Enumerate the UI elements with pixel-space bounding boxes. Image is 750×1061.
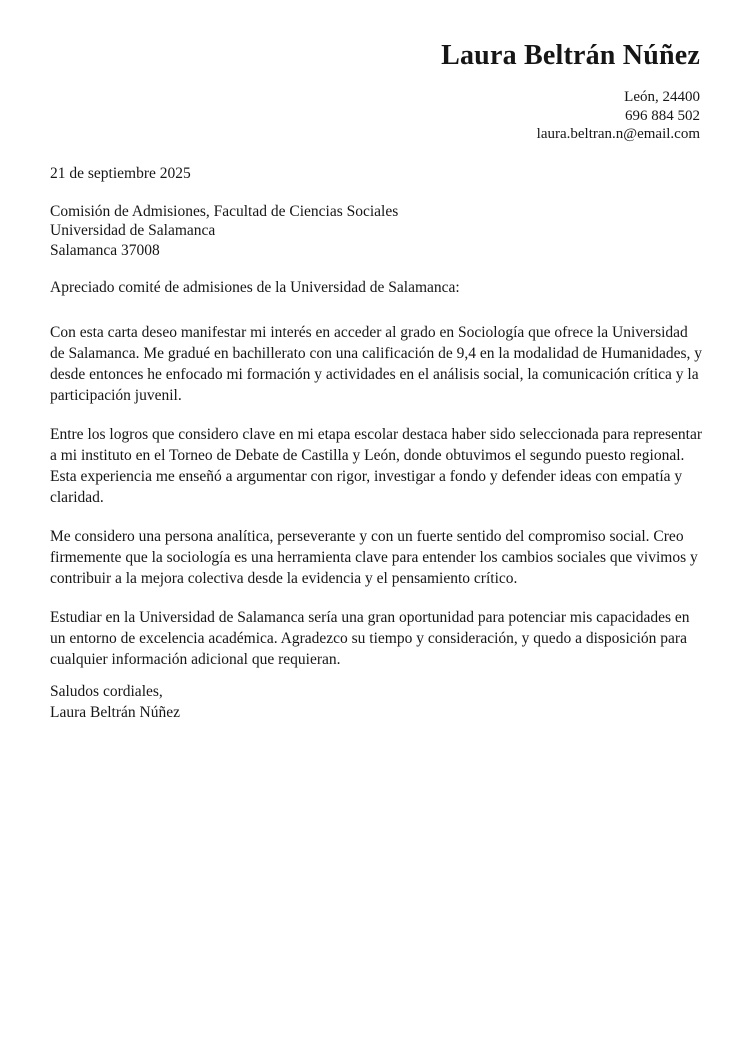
closing-block: [50, 682, 700, 723]
sender-phone: 696 884 502: [625, 107, 700, 124]
sender-email: laura.beltran.n@email.com: [536, 126, 700, 142]
paragraph-final-appeal: Estudiar en la Universidad de Salamanca sería una gran oportunidad para potenciar mis capacidades en un entorno de excelencia académica. Agradezco su tiempo y consideración, y quedo a disposición para cualquier información adicional que requieran.: [50, 609, 690, 668]
sender-location: León, 24400: [624, 89, 700, 105]
sender-name: Laura Beltrán Núñez: [441, 40, 700, 71]
letter-header: [50, 40, 700, 144]
recipient-block: [50, 202, 700, 261]
signature-name: Laura Beltrán Núñez: [50, 703, 180, 721]
recipient-committee: Comisión de Admisiones, Facultad de Ciencias Sociales: [50, 202, 399, 220]
closing-salutation: Saludos cordiales,: [50, 683, 163, 700]
sender-contact-block: [50, 88, 700, 144]
salutation: Apreciado comité de admisiones de la Universidad de Salamanca:: [50, 279, 460, 296]
recipient-university: Universidad de Salamanca: [50, 222, 216, 239]
recipient-city: Salamanca 37008: [50, 241, 160, 259]
letter-date: 21 de septiembre 2025: [50, 164, 191, 182]
paragraph-achievements: Entre los logros que considero clave en mi etapa escolar destaca haber sido seleccionada para representar a mi instituto en el Torneo de Debate de Castilla y León, donde obtuvimos el segundo puesto regional. Esta experiencia me enseñó a argumentar con rigor, investigar a fondo y defender ideas con empatía y claridad.: [50, 426, 702, 506]
paragraph-personal-qualities: Me considero una persona analítica, perseverante y con un fuerte sentido del compromiso social. Creo firmemente que la sociología es una herramienta clave para entender los cambios sociales que vivimos y contribuir a la mejora colectiva desde la evidencia y el pensamiento crítico.: [50, 528, 698, 587]
paragraph-interest: Con esta carta deseo manifestar mi interés en acceder al grado en Sociología que ofrece la Universidad de Salamanca. Me gradué en bachillerato con una calificación de 9,4 en la modalidad de Humanidades, y desde entonces he enfocado mi formación y actividades en el análisis social, la comunicación crítica y la participación juvenil.: [50, 324, 703, 404]
